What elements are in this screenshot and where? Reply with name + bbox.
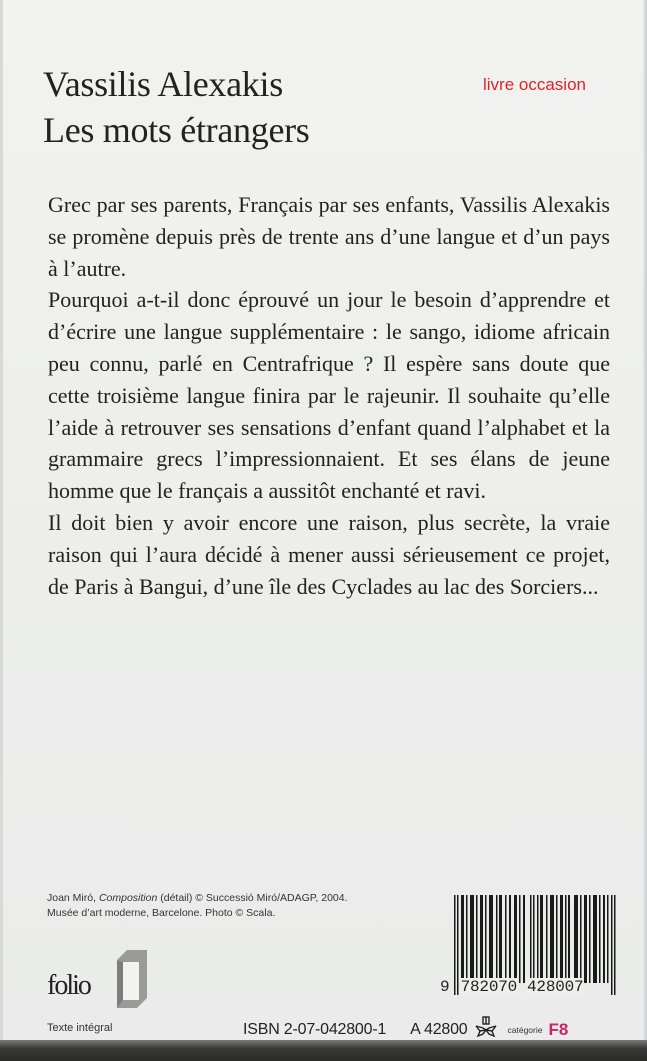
- image-credits: [47, 891, 348, 921]
- cover-right-edge: [643, 0, 647, 1040]
- isbn-line: [243, 1016, 568, 1043]
- used-book-sticker: livre occasion: [483, 75, 586, 94]
- ean-barcode: [440, 895, 610, 1005]
- barcode-group-2: 428007: [527, 978, 584, 996]
- folio-page-mark-icon: [109, 950, 149, 1015]
- credits-line-2: Musée d’art moderne, Barcelone. Photo © Scala.: [47, 907, 276, 919]
- credits-line-1: [47, 891, 348, 906]
- barcode-lead-digit: 9: [440, 978, 450, 996]
- blurb-paragraph: Grec par ses parents, Français par ses enfants, Vassilis Alexakis se promène depuis près de trente ans d’une langue et d’un pays à l’autre.: [48, 192, 610, 281]
- article-reference: A 42800: [410, 1020, 468, 1038]
- credits-copyright: (détail) © Successió Miró/ADAGP, 2004.: [157, 892, 348, 904]
- barcode-group-1: 782070: [460, 978, 518, 996]
- credits-artist: Joan Miró,: [47, 892, 99, 904]
- category-code: F8: [548, 1019, 569, 1039]
- credits-artwork-title: Composition: [98, 892, 158, 904]
- cover-bottom-shadow: [0, 1040, 647, 1061]
- book-title: Les mots étrangers: [43, 110, 310, 150]
- folio-wordmark: folio: [47, 970, 90, 1001]
- blurb-paragraph: Il doit bien y avoir encore une raison, plus secrète, la vraie raison qui l’aura décidé à mener aussi sérieusement ce projet, de Paris à Bangui, d’une île des Cyclades au lac des Sorciers...: [48, 509, 610, 599]
- barcode-digits: [440, 978, 584, 996]
- edition-label: Texte intégral: [47, 1022, 113, 1034]
- back-cover-blurb: [48, 189, 610, 602]
- recycled-paper-icon: [474, 1016, 498, 1043]
- blurb-paragraph: Pourquoi a-t-il donc éprouvé un jour le besoin d’apprendre et d’écrire une langue supplémentaire : le sango, idiome africain peu connu, parlé en Centrafrique ? Il espère sans doute que cette troisième langue finira par le rajeunir. Il souhaite qu’elle l’aide à retrouver ses sensations d’enfant quand l’alphabet et la grammaire grecs l’impressionnaient. Et ses élans de jeune homme que le français a aussitôt enchanté et ravi.: [48, 287, 610, 504]
- folio-logo: [47, 950, 157, 1010]
- author-name: Vassilis Alexakis: [43, 64, 283, 104]
- category-label: catégorie: [507, 1024, 543, 1035]
- isbn-number: ISBN 2-07-042800-1: [243, 1020, 387, 1038]
